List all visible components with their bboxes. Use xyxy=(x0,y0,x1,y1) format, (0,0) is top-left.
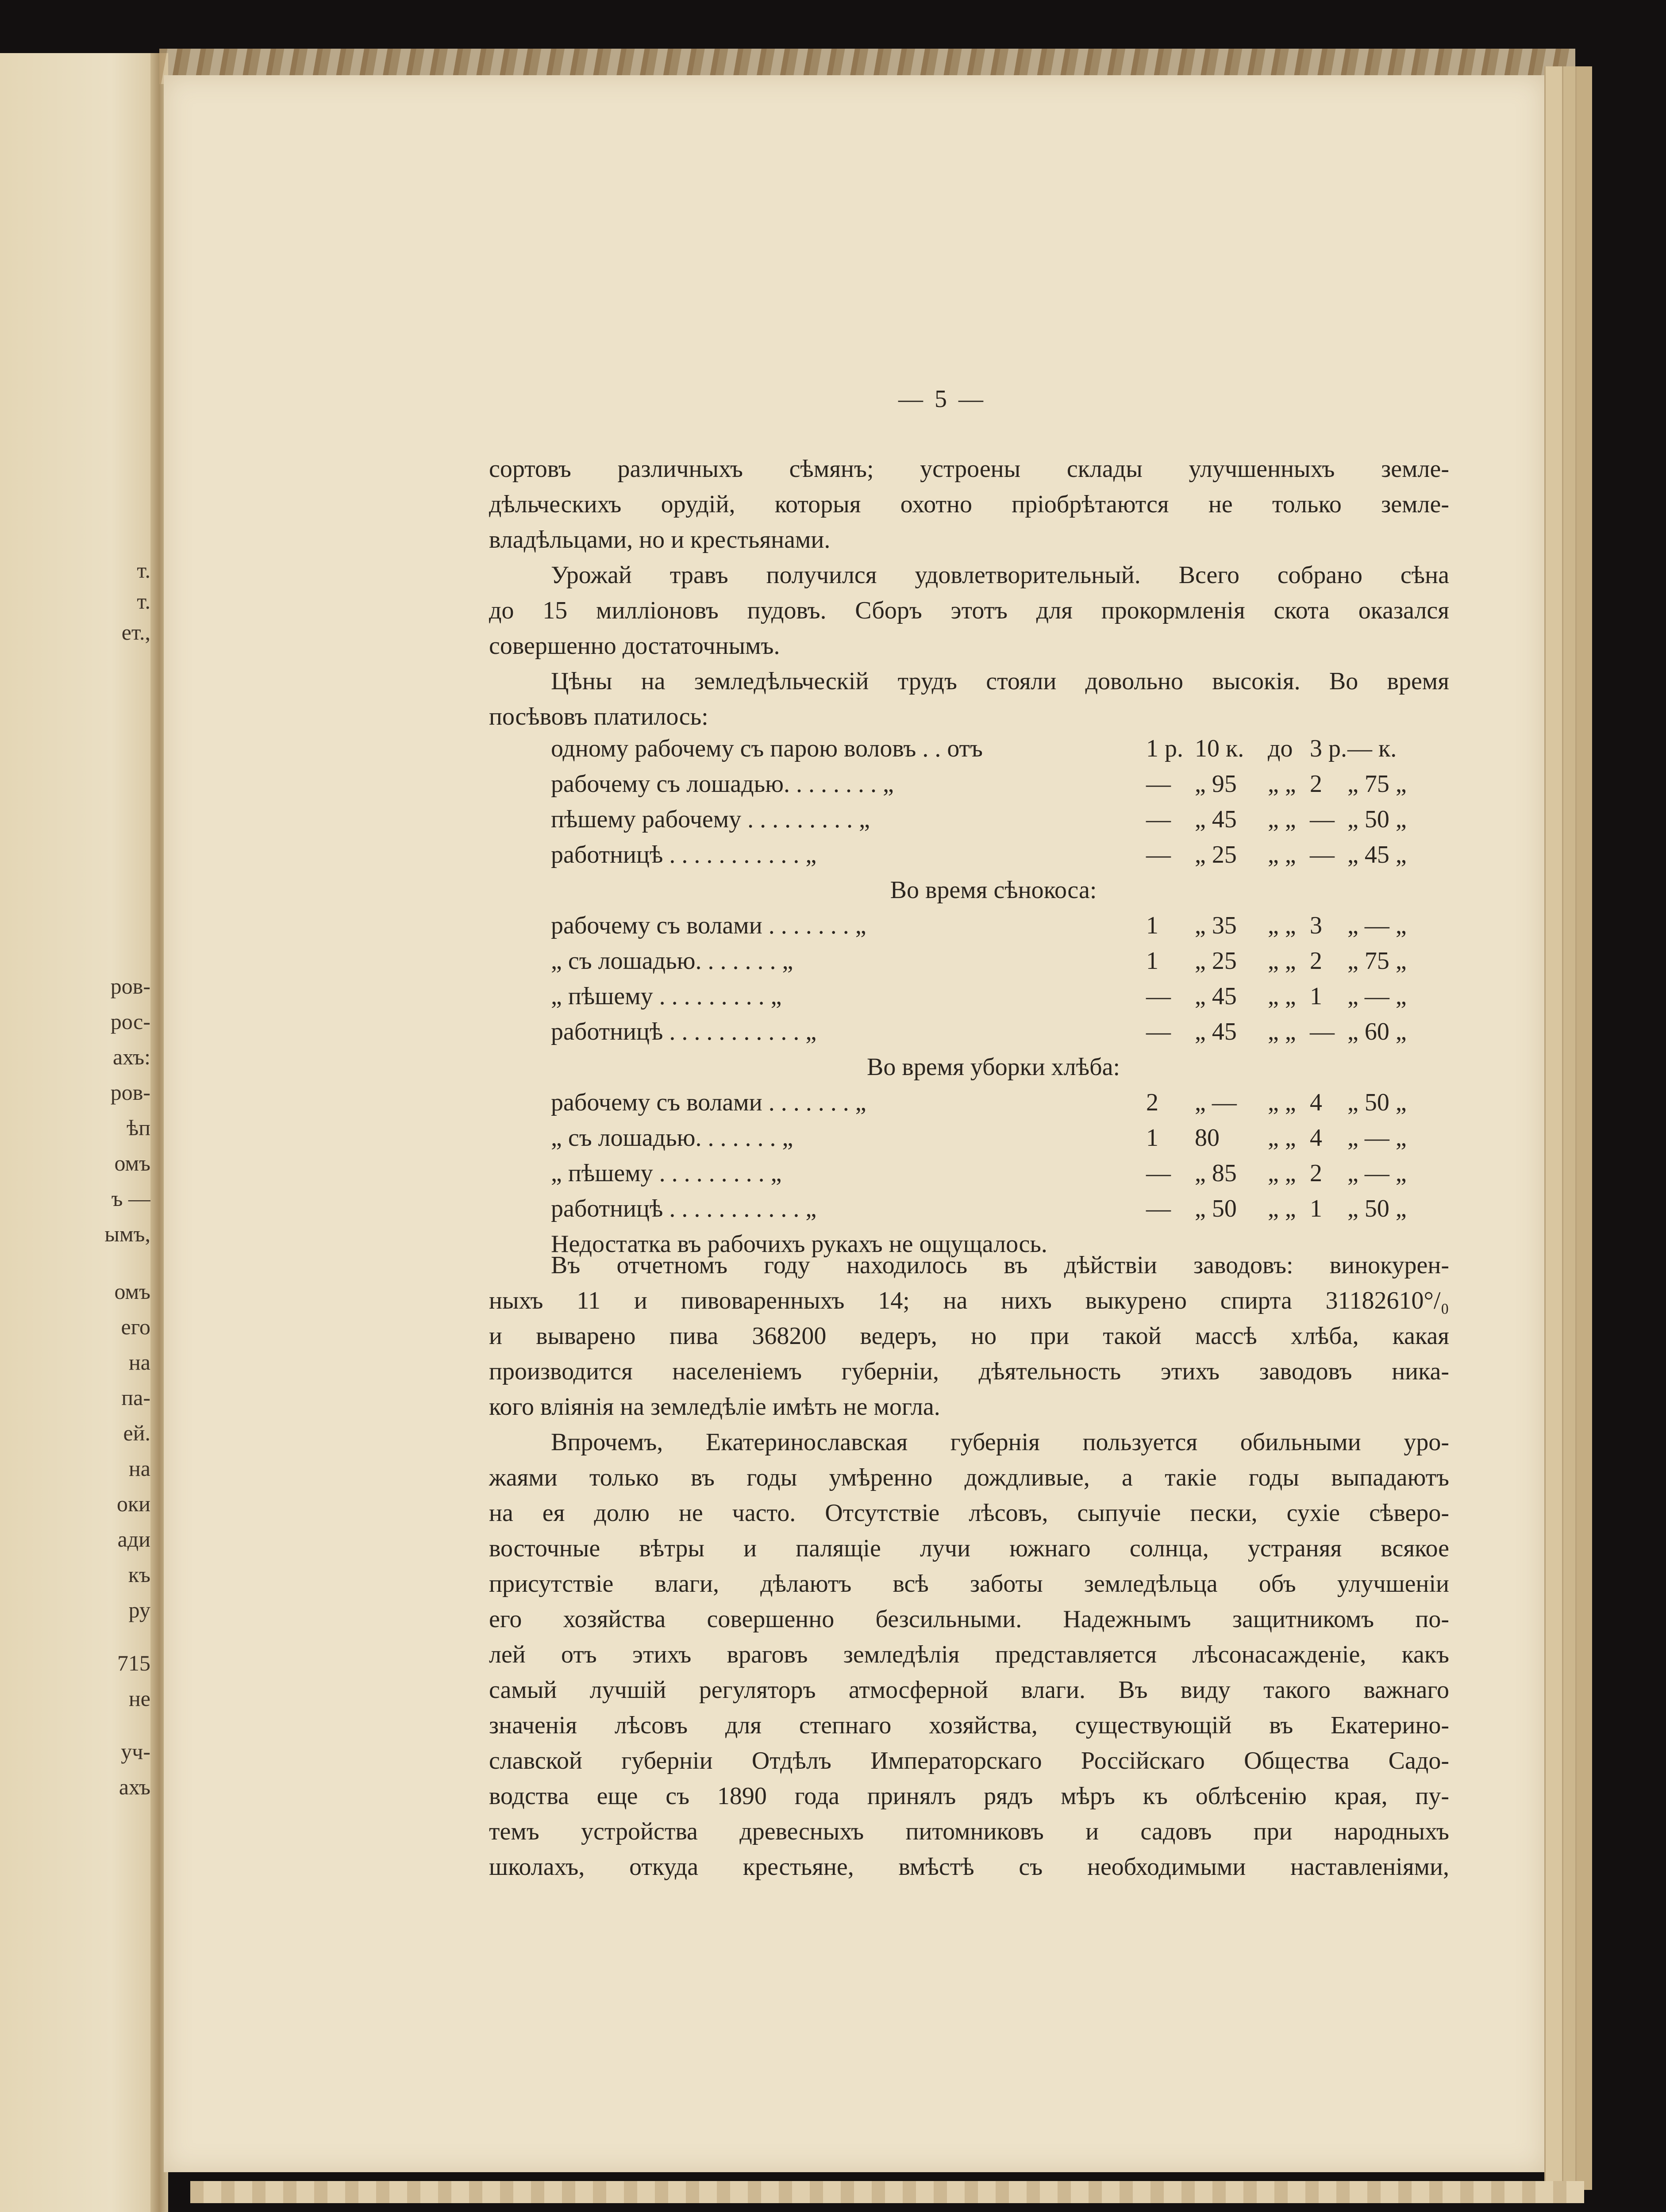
left-page-text-fragment: ров- xyxy=(110,1080,150,1105)
wage-cell-to-r: 3 р. xyxy=(1310,735,1347,762)
paragraph xyxy=(489,1425,1449,1885)
page-stack-edge xyxy=(1562,66,1577,2190)
wage-row xyxy=(551,1018,1436,1053)
text-line: водства еще съ 1890 года принялъ рядъ мѣръ къ облѣсенію края, пу- xyxy=(489,1782,1449,1810)
left-page-text-fragment: т. xyxy=(137,589,150,614)
wage-cell-from-r: — xyxy=(1146,1195,1171,1222)
text-line: на ея долю не часто. Отсутствіе лѣсовъ, сыпучіе пески, сухіе сѣверо- xyxy=(489,1499,1449,1527)
text-line: производится населеніемъ губерніи, дѣятельность этихъ заводовъ ника- xyxy=(489,1358,1449,1385)
left-page-text-fragment: ымъ, xyxy=(104,1221,150,1246)
text-line: темъ устройства древесныхъ питомниковъ и садовъ при народныхъ xyxy=(489,1818,1449,1845)
wage-cell-from-k: „ 25 xyxy=(1195,947,1237,975)
wage-cell-to: „ „ xyxy=(1268,770,1296,798)
wage-row xyxy=(551,805,1436,841)
wage-cell-label: „ съ лошадью. . . . . . . „ xyxy=(551,1124,793,1152)
text-line: Урожай травъ получился удовлетворительный. Всего собрано сѣна xyxy=(551,561,1449,589)
wage-row xyxy=(551,947,1436,982)
wage-cell-from-r: — xyxy=(1146,806,1171,833)
wage-cell-label: рабочему съ волами . . . . . . . „ xyxy=(551,1089,866,1116)
wage-row xyxy=(551,1194,1436,1230)
wage-cell-to-r: — xyxy=(1310,841,1335,868)
text-line: жаями только въ годы умѣренно дождливые, а такіе годы выпадаютъ xyxy=(489,1464,1449,1491)
wage-cell-label: рабочему съ лошадью. . . . . . . . „ xyxy=(551,770,894,798)
wage-cell-to: „ „ xyxy=(1268,912,1296,939)
wage-cell-to-k: „ 50 „ xyxy=(1347,806,1407,833)
page-stack-edge xyxy=(1544,66,1563,2190)
left-page-text-fragment: къ xyxy=(128,1562,150,1587)
wage-section-heading: Во время уборки хлѣба: xyxy=(866,1053,1120,1081)
text-line: славской губерніи Отдѣлъ Императорскаго Россійскаго Общества Садо- xyxy=(489,1747,1449,1774)
wage-cell-to-r: — xyxy=(1310,1018,1335,1045)
wage-cell-to: „ „ xyxy=(1268,1018,1296,1045)
page-bottom-edge xyxy=(190,2181,1584,2203)
wage-row xyxy=(551,1124,1436,1159)
text-line: владѣльцами, но и крестьянами. xyxy=(489,526,831,553)
wage-cell-from-k: „ 50 xyxy=(1195,1195,1237,1222)
wage-cell-from-k: „ 95 xyxy=(1195,770,1237,798)
wage-cell-to: „ „ xyxy=(1268,947,1296,975)
left-page-text-fragment: ет., xyxy=(121,620,150,645)
wage-cell-from-r: 1 xyxy=(1146,912,1158,939)
wage-cell-from-k: „ 45 xyxy=(1195,983,1237,1010)
wage-cell-to-k: „ — „ xyxy=(1347,912,1407,939)
wage-cell-from-r: 2 xyxy=(1146,1089,1158,1116)
wage-cell-from-k: „ 45 xyxy=(1195,1018,1237,1045)
text-line: Въ отчетномъ году находилось въ дѣйствіи заводовъ: винокурен- xyxy=(551,1252,1449,1279)
wage-cell-from-r: — xyxy=(1146,770,1171,798)
wage-cell-to: „ „ xyxy=(1268,1195,1296,1222)
wage-cell-label: работницѣ . . . . . . . . . . . „ xyxy=(551,841,817,868)
wage-cell-label: рабочему съ волами . . . . . . . „ xyxy=(551,912,866,939)
text-line: кого вліянія на земледѣліе имѣть не могла. xyxy=(489,1393,940,1421)
wage-cell-from-r: — xyxy=(1146,1018,1171,1045)
wage-cell-to-r: 4 xyxy=(1310,1124,1322,1152)
wage-table-footer: Недостатка въ рабочихъ рукахъ не ощущалось. xyxy=(551,1230,1047,1258)
wage-cell-to: „ „ xyxy=(1268,983,1296,1010)
text-line: самый лучшій регуляторъ атмосферной влаги. Въ виду такого важнаго xyxy=(489,1676,1449,1704)
wage-cell-from-k: „ 25 xyxy=(1195,841,1237,868)
wage-cell-from-k: „ 45 xyxy=(1195,806,1237,833)
wage-row xyxy=(551,1088,1436,1124)
wage-cell-from-r: — xyxy=(1146,841,1171,868)
left-page-text-fragment: ру xyxy=(128,1598,150,1622)
wage-cell-from-k: „ — xyxy=(1195,1089,1237,1116)
left-page-text-fragment: уч- xyxy=(121,1739,150,1764)
left-page-text-fragment: омъ xyxy=(114,1151,150,1175)
left-page-text-fragment: ров- xyxy=(110,974,150,998)
left-page-text-fragment: ахъ xyxy=(119,1774,150,1799)
text-line: лей отъ этихъ враговъ земледѣлія представляется лѣсонасажденіе, какъ xyxy=(489,1641,1449,1668)
wage-cell-from-k: „ 35 xyxy=(1195,912,1237,939)
body-text-top xyxy=(489,451,1449,734)
wage-cell-to: „ „ xyxy=(1268,1124,1296,1152)
wage-cell-label: „ съ лошадью. . . . . . . „ xyxy=(551,947,793,975)
text-line: посѣвовъ платилось: xyxy=(489,703,708,730)
wage-cell-from-r: 1 р. xyxy=(1146,735,1183,762)
wage-row xyxy=(551,911,1436,947)
wage-cell-to: до xyxy=(1268,735,1293,762)
text-line: Цѣны на земледѣльческій трудъ стояли довольно высокія. Во время xyxy=(551,668,1449,695)
previous-page-fragment xyxy=(0,53,159,2212)
wage-cell-to-k: „ — „ xyxy=(1347,983,1407,1010)
wage-cell-to-r: 1 xyxy=(1310,983,1322,1010)
paragraph xyxy=(489,451,1449,557)
text-line: и выварено пива 368200 ведеръ, но при такой массѣ хлѣба, какая xyxy=(489,1322,1449,1350)
body-text-bottom xyxy=(489,1248,1449,1885)
wage-cell-to-k: „ 50 „ xyxy=(1347,1195,1407,1222)
wage-cell-from-r: — xyxy=(1146,1160,1171,1187)
wage-cell-to-k: — к. xyxy=(1347,735,1397,762)
wage-row xyxy=(551,734,1436,770)
text-line: дѣльческихъ орудій, которыя охотно пріобрѣтаются не только земле- xyxy=(489,491,1449,518)
text-line: ныхъ 11 и пивоваренныхъ 14; на нихъ выкурено спирта 31182610°/₀ xyxy=(489,1287,1449,1314)
left-page-text-fragment: его xyxy=(121,1314,150,1339)
wage-cell-label: „ пѣшему . . . . . . . . . „ xyxy=(551,983,782,1010)
paragraph xyxy=(489,664,1449,734)
wage-cell-to-r: 2 xyxy=(1310,947,1322,975)
left-page-text-fragment: ади xyxy=(117,1527,150,1551)
wage-cell-to-r: — xyxy=(1310,806,1335,833)
wage-row xyxy=(551,770,1436,805)
wage-cell-to-k: „ 75 „ xyxy=(1347,947,1407,975)
wage-cell-label: одному рабочему съ парою воловъ . . отъ xyxy=(551,735,983,762)
left-page-text-fragment: ахъ: xyxy=(112,1045,150,1069)
wage-cell-from-k: 80 xyxy=(1195,1124,1220,1152)
wage-row xyxy=(551,982,1436,1018)
left-page-text-fragment: ъ — xyxy=(111,1186,150,1211)
wage-cell-to-k: „ — „ xyxy=(1347,1160,1407,1187)
left-page-text-fragment: ѣп xyxy=(127,1115,150,1140)
left-page-text-fragment: па- xyxy=(121,1385,150,1410)
wage-cell-label: работницѣ . . . . . . . . . . . „ xyxy=(551,1018,817,1045)
left-page-text-fragment: ей. xyxy=(123,1421,150,1445)
wage-cell-to-k: „ 45 „ xyxy=(1347,841,1407,868)
wage-cell-from-r: 1 xyxy=(1146,947,1158,975)
wage-cell-to-k: „ 50 „ xyxy=(1347,1089,1407,1116)
wage-cell-label: пѣшему рабочему . . . . . . . . . „ xyxy=(551,806,870,833)
text-line: присутствіе влаги, дѣлаютъ всѣ заботы земледѣльца объ улучшеніи xyxy=(489,1570,1449,1598)
left-page-text-fragment: оки xyxy=(116,1491,150,1516)
wage-cell-label: работницѣ . . . . . . . . . . . „ xyxy=(551,1195,817,1222)
wage-row xyxy=(551,841,1436,876)
wage-row xyxy=(551,1159,1436,1194)
wage-table xyxy=(551,734,1436,1265)
page-stack-edge xyxy=(1575,66,1592,2190)
wage-cell-to-r: 1 xyxy=(1310,1195,1322,1222)
left-page-text-fragment: рос- xyxy=(110,1009,150,1034)
left-page-text-fragment: на xyxy=(129,1350,150,1375)
left-page-text-fragment: 715 xyxy=(117,1651,150,1675)
left-page-text-fragment: не xyxy=(129,1686,150,1711)
wage-cell-to-r: 3 xyxy=(1310,912,1322,939)
wage-cell-to-k: „ 75 „ xyxy=(1347,770,1407,798)
text-line: до 15 милліоновъ пудовъ. Сборъ этотъ для прокормленія скота оказался xyxy=(489,597,1449,624)
wage-cell-from-r: 1 xyxy=(1146,1124,1158,1152)
text-line: его хозяйства совершенно безсильными. Надежнымъ защитникомъ по- xyxy=(489,1605,1449,1633)
text-line: совершенно достаточнымъ. xyxy=(489,632,780,660)
paragraph xyxy=(489,557,1449,664)
wage-section-heading: Во время сѣнокоса: xyxy=(890,876,1097,904)
wage-cell-to-k: „ 60 „ xyxy=(1347,1018,1407,1045)
wage-cell-to: „ „ xyxy=(1268,841,1296,868)
wage-cell-to: „ „ xyxy=(1268,1160,1296,1187)
left-page-text-fragment: омъ xyxy=(114,1279,150,1304)
text-line: сортовъ различныхъ сѣмянъ; устроены склады улучшенныхъ земле- xyxy=(489,455,1449,483)
left-page-text-fragment: на xyxy=(129,1456,150,1481)
wage-cell-from-k: „ 85 xyxy=(1195,1160,1237,1187)
text-line: восточные вѣтры и палящіе лучи южнаго солнца, устраняя всякое xyxy=(489,1535,1449,1562)
text-line: школахъ, откуда крестьяне, вмѣстѣ съ необходимыми наставленіями, xyxy=(489,1853,1449,1881)
wage-cell-label: „ пѣшему . . . . . . . . . „ xyxy=(551,1160,782,1187)
wage-cell-to: „ „ xyxy=(1268,806,1296,833)
wage-cell-to-r: 2 xyxy=(1310,770,1322,798)
text-line: Впрочемъ, Екатеринославская губернія пользуется обильными уро- xyxy=(551,1429,1449,1456)
wage-cell-to-r: 4 xyxy=(1310,1089,1322,1116)
wage-cell-to-k: „ — „ xyxy=(1347,1124,1407,1152)
wage-cell-from-r: — xyxy=(1146,983,1171,1010)
wage-cell-from-k: 10 к. xyxy=(1195,735,1244,762)
text-line: значенія лѣсовъ для степнаго хозяйства, существующій въ Екатерино- xyxy=(489,1712,1449,1739)
wage-cell-to-r: 2 xyxy=(1310,1160,1322,1187)
paragraph xyxy=(489,1248,1449,1425)
left-page-text-fragment: т. xyxy=(137,558,150,583)
wage-cell-to: „ „ xyxy=(1268,1089,1296,1116)
page-number: — 5 — xyxy=(898,385,986,413)
